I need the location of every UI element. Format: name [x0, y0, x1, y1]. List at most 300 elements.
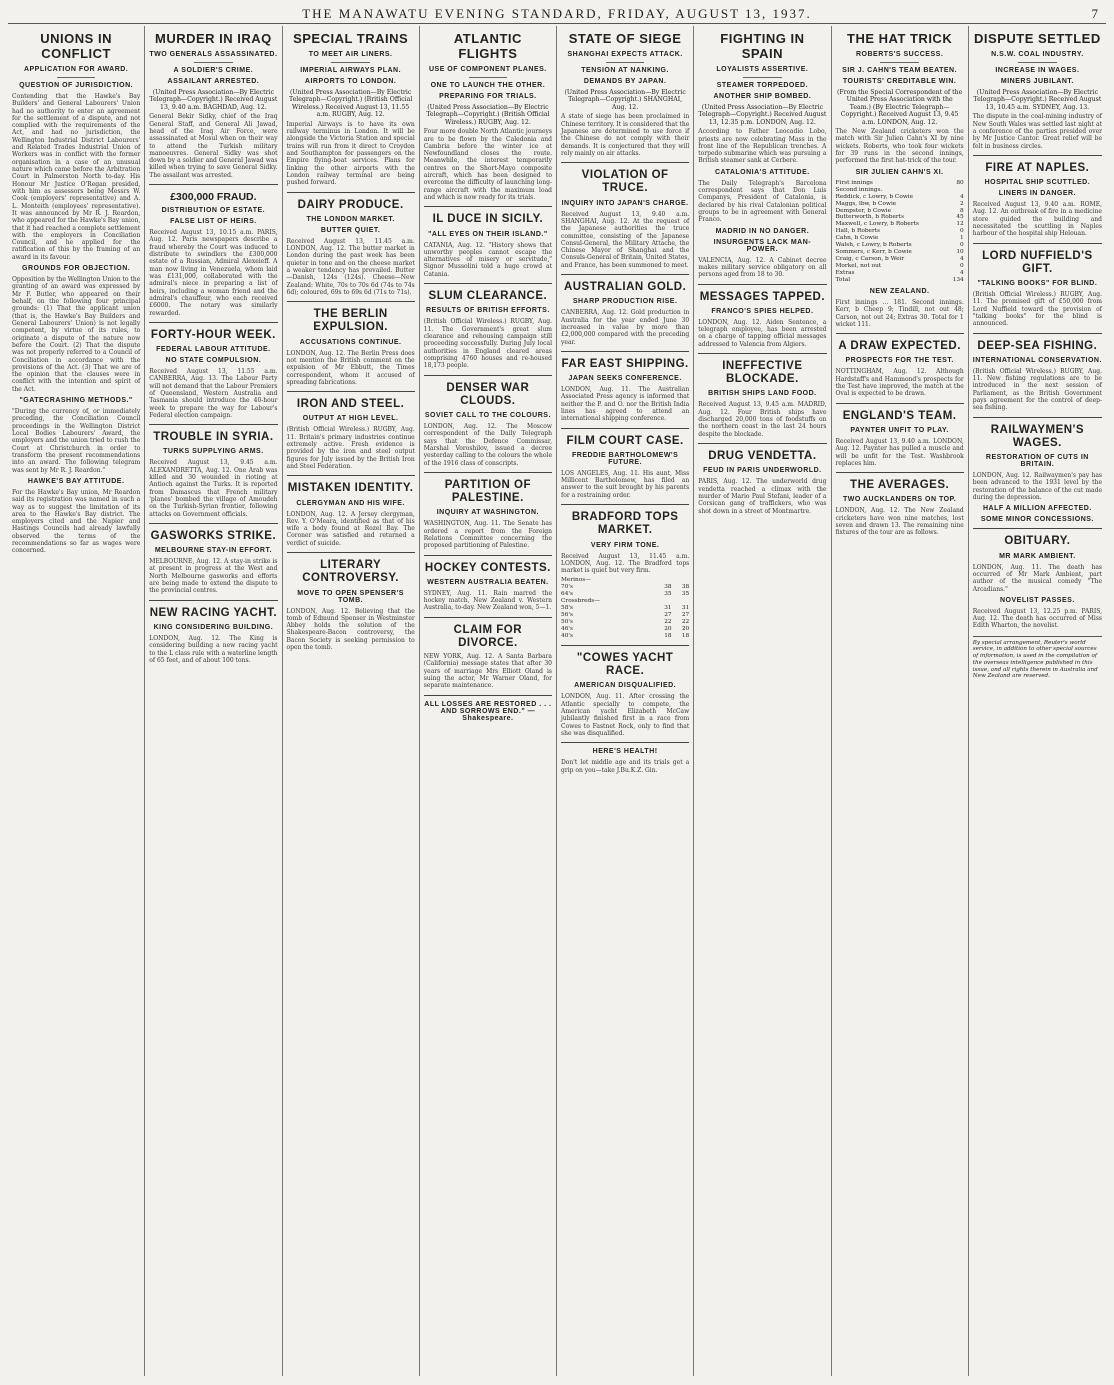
headline: MURDER IN IRAQ — [154, 31, 272, 46]
headline: SPECIAL TRAINS — [293, 31, 409, 46]
article-body: General Bekir Sidky, chief of the Iraq General Staff, and General Ali Jawad, head of the Iraq Air Force, were assassinated at Mosul when on their way to attend the Turkish military manoeuvres. General Sidky was shot down by a soldier and General Jawad was killed when trying to save General Sidky. The assailant was arrested. — [149, 113, 278, 179]
headline: £300,000 FRAUD. — [170, 191, 257, 204]
batsman-name: Sommers, c Kerr, b Cowie — [835, 249, 912, 256]
scorecard-table — [836, 180, 964, 284]
subheading: FRANCO'S SPIES HELPED. — [711, 307, 814, 315]
article-body: Received August 13, 9.45 a.m. ALEXANDRETTA, Aug. 12. One Arab was killed and 30 wounded in rioting at Antioch against the Turks. It is reported from Damascus that French military 'planes' bombed the village of Amoudeh on the Turkish-Syrian frontier, following attacks on Government officials. — [149, 459, 278, 518]
divider — [57, 77, 95, 78]
subheading: INQUIRY INTO JAPAN'S CHARGE. — [561, 199, 689, 207]
subheading: SIR J. CAHN'S TEAM BEATEN. — [842, 66, 958, 74]
headline: "COWES YACHT RACE. — [576, 652, 674, 678]
subheading: SOME MINOR CONCESSIONS. — [980, 516, 1094, 524]
separator — [836, 403, 964, 404]
article-body: LONDON, Aug. 12. The Berlin Press does not mention the British comment on the expulsion of Mr Ebbutt, the Times correspondent, whom it accused of spreading fabrications. — [286, 349, 415, 386]
subheading: THE LONDON MARKET. — [306, 215, 395, 223]
article-body: Received August 13, 9.45 a.m. MADRID, Aug. 12. Four British ships have discharged 20,000 tons of foodstuffs on the northern coast in the last 24 hours despite the blockade. — [698, 401, 827, 438]
subheading: LINERS IN DANGER. — [998, 190, 1077, 198]
table-cell: 35 — [681, 591, 690, 598]
subheading: FALSE LIST OF HEIRS. — [170, 218, 257, 226]
table-row — [836, 180, 964, 187]
table-cell — [672, 598, 690, 605]
separator — [698, 284, 826, 285]
separator — [424, 617, 552, 618]
table-row — [561, 619, 689, 626]
subheading: ANOTHER SHIP BOMBED. — [713, 92, 812, 100]
table-cell: 38 — [681, 584, 690, 591]
subheading: "TALKING BOOKS" FOR BLIND. — [977, 280, 1098, 288]
article-body: LONDON, Aug. 12. The New Zealand cricketers have won nine matches, lost seven and drawn 13. The remaining nine fixtures of the tour are as follows. — [835, 507, 964, 537]
subheading: TO MEET AIR LINERS. — [308, 50, 393, 58]
headline: MISTAKEN IDENTITY. — [287, 482, 414, 495]
column-fighting-spain — [694, 26, 831, 1376]
columns — [8, 26, 1106, 1376]
subheading: RESTORATION OF CUTS IN BRITAIN. — [985, 454, 1089, 469]
table-row — [836, 242, 964, 249]
subheading: TENSION AT NANKING. — [581, 66, 669, 74]
article-body: Imperial Airways is to have its own railway terminus in London. It will be alongside the Victoria Station and special trains will run from it direct to Croydon and Southampton for passengers on the Empire flying-boat services. Plans for linking the other airports with the London railway terminal are being pushed forward. — [286, 120, 415, 187]
table-row — [836, 249, 964, 256]
subheading: NO STATE COMPULSION. — [165, 357, 262, 365]
separator — [149, 523, 277, 524]
batsman-name: Morkel, not out — [835, 263, 882, 270]
separator — [287, 301, 415, 302]
article-body: First innings ... 181. Second innings. Kerr, b Cheep 9; Tindill, not out 48; Carson, not out 24; Extras 30. Total for 1 wicket 111. — [835, 298, 964, 328]
separator — [424, 555, 552, 556]
article-body: (British Official Wireless.) RUGBY, Aug. 11. Britain's primary industries continue extremely active. Fresh evidence is provided by the iron and steel output figures for July issued by the British Iron and Steel Federation. — [286, 426, 415, 470]
headline: RAILWAYMEN'S WAGES. — [990, 423, 1085, 449]
subheading: PROSPECTS FOR THE TEST. — [845, 357, 954, 365]
table-cell — [654, 577, 672, 584]
table-cell: 22 — [664, 619, 672, 626]
separator — [698, 443, 826, 444]
subheading: DISTRIBUTION OF ESTATE. — [161, 207, 266, 215]
divider — [606, 62, 644, 63]
headline: GASWORKS STRIKE. — [150, 529, 277, 542]
subheading: MR MARK AMBIENT. — [999, 552, 1076, 560]
separator — [561, 742, 689, 743]
subheading: BRITISH SHIPS LAND FOOD. — [708, 390, 817, 398]
dateline: (United Press Association—By Electric Telegraph—Copyright.) SHANGHAI, Aug. 12. — [564, 88, 686, 111]
batsman-name: Maxwell, c Lowry, b Roberts — [835, 221, 919, 228]
column-special-trains — [283, 26, 420, 1376]
advertisement-heading: ALL LOSSES ARE RESTORED . . . AND SORROWS END." —Shakespeare. — [424, 700, 552, 722]
article-body: Four more double North Atlantic journeys are to be flown by the Caledonia and Cambria before the winter ice at Newfoundland closes the route. Meanwhile, the interest temporarily centres on the Short-Mayo composite aircraft, which has been designed to overcome the difficulty of launching long-range aircraft with the maximum load and which is now ready for its trials. — [423, 128, 552, 201]
dateline: (United Press Association—By Electric Telegraph—Copyright.) Received August 13, 9.40 a.m. BAGHDAD, Aug. 12. — [149, 88, 278, 111]
runs — [949, 187, 964, 194]
table-row — [561, 626, 689, 633]
article-body: LONDON, Aug. 12. Railwaymen's pay has been advanced to the 1931 level by the restoration of the balance of the cut made during the depression. — [972, 472, 1102, 502]
table-cell: 40's — [561, 633, 573, 640]
runs: 2 — [960, 200, 964, 207]
separator — [424, 283, 552, 284]
headline: FAR EAST SHIPPING. — [561, 357, 689, 370]
headline: THE HAT TRICK — [847, 31, 953, 46]
separator — [973, 333, 1102, 334]
subheading: CLERGYMAN AND HIS WIFE. — [296, 499, 405, 507]
subheading: NOVELIST PASSES. — [999, 596, 1075, 604]
batsman-name: Extras — [835, 270, 855, 277]
article-body: Received August 13, 10.15 a.m. PARIS, Aug. 12. Paris newspapers describe a fraud whereby the Court was induced to distribute to swindlers the £300,000 estate of a Russian, Admiral Alexeieff. A man now living in Venezuela, whom laid was £131,000, collaborated with the admiral's niece in preparing a list of heirs, including a woman friend and the admiral's chauffeur, who each received £6000. The notary was similarly rewarded. — [149, 229, 278, 317]
table-cell: Crossbreds— — [561, 598, 601, 605]
separator — [836, 333, 964, 334]
runs: 134 — [952, 277, 964, 284]
table-cell: 35 — [664, 591, 672, 598]
subheading: MADRID IN NO DANGER. — [715, 227, 810, 235]
article-body: NOTTINGHAM, Aug. 12. Although Hardstaff's and Hammond's prospects for the Test have improved, the match at the Oval is expected to be drawn. — [835, 368, 964, 398]
runs: 12 — [956, 221, 964, 228]
headline: SLUM CLEARANCE. — [428, 290, 548, 303]
article-body: (British Official Wireless.) RUGBY, Aug. 11. The Government's great slum clearance and rehousing campaign still proceeding successfully. During July local authorities in England cleared areas comprising 4760 houses and re-housed 18,173 people. — [423, 318, 552, 370]
subheading: HALF A MILLION AFFECTED. — [982, 505, 1092, 513]
article-body: LONDON, Aug. 12. The Moscow correspondent of the Daily Telegraph says that the Defence Commissar, Marshal Voroshilov, issued a decree yesterday calling to the colours the whole of the 1916 class of conscripts. — [423, 422, 552, 467]
table-row — [561, 598, 689, 605]
headline: LITERARY CONTROVERSY. — [302, 559, 399, 585]
article-body: Received August 13, 11.45 a.m. LONDON, Aug. 12. The butter market in London during the past week has been quieter in tone and on the cheese market a weaker tendency has prevailed. Butter—Danish, 124s (124s). Cheese—New Zealand: White, 70s to 70s 6d (74s to 74s 6d); coloured, 69s to 69s 6d (71s to 71s). — [286, 237, 415, 296]
table-cell: 70's — [561, 584, 573, 591]
subheading: WESTERN AUSTRALIA BEATEN. — [427, 578, 549, 586]
batsman-name: Hall, b Roberts — [835, 228, 881, 235]
table-row — [561, 612, 689, 619]
runs: 80 — [956, 179, 964, 186]
masthead-rule — [8, 23, 1106, 24]
headline: BRADFORD TOPS MARKET. — [571, 511, 679, 537]
separator — [424, 206, 552, 207]
subheading: FEDERAL LABOUR ATTITUDE. — [156, 346, 271, 354]
runs: 4 — [960, 270, 964, 277]
separator — [836, 472, 964, 473]
subheading: HOSPITAL SHIP SCUTTLED. — [984, 179, 1091, 187]
article-body: Received August 13, 12.25 p.m. PARIS, Aug. 12. The death has occurred of Miss Edith Wharton, the novelist. — [972, 607, 1102, 630]
table-cell: 27 — [681, 612, 690, 619]
subheading: QUESTION OF JURISDICTION. — [19, 81, 134, 89]
subheading: TOURISTS' CREDITABLE WIN. — [842, 77, 957, 85]
article-body: SYDNEY, Aug. 11. Rain marred the hockey match, New Zealand v. Western Australia, to-day. New Zealand won, 5—1. — [423, 589, 552, 612]
divider — [1018, 62, 1057, 63]
separator — [424, 695, 552, 696]
separator — [973, 243, 1102, 244]
runs: 0 — [960, 228, 964, 235]
subheading: BUTTER QUIET. — [320, 226, 381, 234]
table-cell: 18 — [664, 633, 672, 640]
separator — [424, 375, 552, 376]
separator — [287, 391, 415, 392]
subheading: AIRPORTS TO LONDON. — [304, 77, 397, 85]
divider — [743, 77, 781, 78]
batsman-name: Craig, c Carson, b Weir — [835, 256, 905, 263]
subheading: TWO AUCKLANDERS ON TOP. — [842, 496, 957, 504]
table-cell: 27 — [664, 612, 672, 619]
table-cell: 31 — [681, 605, 690, 612]
dateline: (United Press Association—By Electric Telegraph—Copyright.) (British Official Wireless.) Received August 13, 11.55 a.m. RUGBY, Aug. 12. — [288, 88, 413, 119]
table-row — [561, 584, 689, 591]
dateline: (United Press Association—By Electric Telegraph—Copyright.) Received August 13, 10.45 a.m. SYDNEY, Aug. 13. — [973, 88, 1102, 111]
article-body: Received August 13, 11.55 a.m. CANBERRA, Aug. 13. The Labour Party will not demand that the Labour Premiers of Queensland, Western Australia and Tasmania should introduce the 40-hour week to prepare the way for Labour's Federal election campaign. — [149, 368, 278, 419]
subheading: RESULTS OF BRITISH EFFORTS. — [425, 307, 550, 315]
subheading: "GATECRASHING METHODS." — [19, 397, 133, 405]
runs: 0 — [960, 263, 964, 270]
article-body: The dispute in the coal-mining industry of New South Wales was settled last night at a conference of the parties presided over by Mr Justice Cantor. Great relief will be felt in business circles. — [972, 113, 1102, 150]
table-row — [836, 235, 964, 242]
batsman-name: Dempster, b Cowie — [835, 207, 892, 214]
separator — [149, 184, 277, 185]
advertisement-body: Don't let middle age and its trials get a grip on you—take J.Bu.K.Z. Gin. — [561, 759, 690, 774]
article-body: LONDON, Aug. 12. Aiden Sentence, a telegraph employee, has been arrested on a charge of tapping official messages addressed to Valencia from Algiers. — [698, 318, 827, 348]
runs: 0 — [960, 242, 964, 249]
batsman-name: Walsh, c Lowry, b Roberts — [835, 242, 912, 249]
table-cell: 20 — [681, 626, 690, 633]
article-body: CATANIA, Aug. 12. "History shows that unworthy peoples cannot escape the alternatives of misery or servitude," Signor Mussolini told a huge crowd at Catania. — [423, 241, 552, 278]
table-cell: 58's — [561, 605, 573, 612]
headline: THE AVERAGES. — [850, 479, 950, 492]
table-row — [836, 208, 964, 215]
article-body: VALENCIA, Aug. 12. A Cabinet decree makes military service obligatory on all persons aged from 18 to 30. — [698, 256, 827, 279]
article-body: MELBOURNE, Aug. 12. A stay-in strike is at present in progress at the West and North Melbourne gasworks and efforts are being made to extend the dispute to the provincial centres. — [149, 558, 278, 595]
dateline: (United Press Association—By Electric Telegraph—Copyright.) (British Official Wireless.) RUGBY, Aug. 12. — [426, 103, 550, 126]
separator — [149, 424, 277, 425]
subheading: INTERNATIONAL CONSERVATION. — [972, 356, 1102, 364]
copyright-notice: By special arrangement, Reuter's world service, in addition to other special sources of information, is used in the compilation of the overseas intelligence published in this issue, and all rights therein in Australia and New Zealand are reserved. — [973, 636, 1102, 680]
subheading: AMERICAN DISQUALIFIED. — [574, 682, 677, 690]
subheading: KING CONSIDERING BUILDING. — [153, 623, 274, 631]
subheading: INQUIRY AT WASHINGTON. — [436, 509, 539, 517]
subheading: SOVIET CALL TO THE COLOURS. — [424, 411, 551, 419]
separator — [149, 600, 277, 601]
article-body: A state of siege has been proclaimed in Chinese territory. It is considered that the Japanese are determined to use force if the Chinese do not comply with their demands. It is conjectured that they will rely mainly on air attacks. — [561, 113, 690, 157]
headline: ENGLAND'S TEAM. — [842, 409, 957, 422]
table-row — [836, 194, 964, 201]
batsman-name: Reddick, c Lowry, b Cowie — [835, 193, 914, 200]
headline: CLAIM FOR DIVORCE. — [453, 623, 523, 649]
table-row — [836, 228, 964, 235]
table-cell: 22 — [681, 619, 690, 626]
table-cell: 46's — [561, 626, 573, 633]
article-body: LONDON, Aug. 12. A Jersey clergyman, Rev. Y. O'Meara, identified as that of his wife a body found at Rozel Bay. The Coroner was satisfied and returned a verdict of suicide. — [286, 510, 415, 547]
article-body: LOS ANGELES, Aug. 11. His aunt, Miss Millicent Bartholomew, has filed an answer to the suit brought by his parents for a restraining order. — [561, 469, 690, 499]
page-number: 7 — [1091, 6, 1100, 21]
subheading: HAWKE'S BAY ATTITUDE. — [27, 477, 125, 485]
batsman-name: Cahn, b Cowie — [835, 235, 879, 242]
article-body: WASHINGTON, Aug. 11. The Senate has ordered a report from the Foreign Relations Committee concerning the proposed partitioning of Palestine. — [423, 520, 552, 550]
headline: HOCKEY CONTESTS. — [424, 561, 551, 574]
headline: TROUBLE IN SYRIA. — [153, 431, 274, 444]
column-dispute-settled — [969, 26, 1106, 1376]
headline: AUSTRALIAN GOLD. — [563, 281, 687, 294]
headline: DRUG VENDETTA. — [708, 450, 817, 463]
subheading: SHARP PRODUCTION RISE. — [572, 298, 678, 306]
subheading: LOYALISTS ASSERTIVE. — [716, 65, 809, 73]
headline: IL DUCE IN SICILY. — [432, 213, 544, 226]
batsman-name: Total — [835, 277, 851, 284]
headline: THE BERLIN EXPULSION. — [313, 308, 388, 334]
subheading: "ALL EYES ON THEIR ISLAND." — [428, 230, 548, 238]
article-body: (British Official Wireless.) RUGBY, Aug. 11. New fishing regulations are to be introduced in the next session of Parliament, as the British Government pays agreement for the control of deep-sea fishing. — [972, 367, 1102, 412]
runs: 8 — [960, 207, 964, 214]
headline: DENSER WAR CLOUDS. — [446, 381, 530, 407]
subheading: APPLICATION FOR AWARD. — [23, 65, 129, 73]
subheading: TWO GENERALS ASSASSINATED. — [149, 50, 278, 58]
article-body: For the Hawke's Bay union, Mr Reardon said its registration was named in such a way as to suggest the limitation of its area to the Hawke's Bay district. The employers cited and the Napier and Hastings Councils had already lawfully observed the terms of the recommendations so far as wages were concerned. — [12, 488, 141, 555]
subheading: MELBOURNE STAY-IN EFFORT. — [154, 547, 272, 555]
table-row — [836, 201, 964, 208]
separator — [149, 322, 277, 323]
divider — [331, 62, 369, 63]
subheading: MINERS JUBILANT. — [1000, 77, 1074, 85]
subheading: NEW ZEALAND. — [869, 287, 930, 295]
table-cell: Merinos— — [561, 577, 591, 584]
subheading: FEUD IN PARIS UNDERWORLD. — [703, 467, 822, 475]
column-hat-trick — [832, 26, 969, 1376]
column-unions — [8, 26, 145, 1376]
runs: 10 — [956, 249, 964, 256]
separator — [561, 504, 689, 505]
table-cell — [654, 598, 672, 605]
subheading: JAPAN SEEKS CONFERENCE. — [568, 375, 682, 383]
column-murder-iraq — [145, 26, 282, 1376]
table-cell: 64's — [561, 591, 573, 598]
headline: PARTITION OF PALESTINE. — [444, 478, 532, 505]
subheading: ASSAILANT ARRESTED. — [167, 77, 260, 85]
article-body: Received August 13, 9.40 a.m. ROME, Aug. 12. An outbreak of fire in a medicine store guided the building and necessitated the scuttling in Naples harbour of the hospital ship Helouan. — [972, 201, 1102, 238]
batsman-name: First innings — [835, 179, 873, 186]
subheading: A SOLDIER'S CRIME. — [173, 66, 254, 74]
table-row — [836, 214, 964, 221]
subheading: USE OF COMPONENT PLANES. — [428, 65, 547, 73]
table-row — [561, 577, 689, 584]
article-body: LONDON, Aug. 11. The death has occurred of Mr Mark Ambient, part author of the musical comedy "The Arcadians." — [972, 563, 1102, 593]
runs: 45 — [956, 214, 964, 221]
subheading: IMPERIAL AIRWAYS PLAN. — [300, 66, 402, 74]
advertisement-heading: HERE'S HEALTH! — [592, 748, 658, 756]
table-cell: 56's — [561, 612, 573, 619]
divider — [469, 77, 507, 78]
table-row — [561, 633, 689, 640]
article-body: According to Father Leocadio Lobo, priests are now celebrating Mass in the front line of the Republican trenches. A torpedo submarine which was pursuing a British steamer sank at Cerbere. — [698, 128, 827, 165]
table-row — [836, 187, 964, 194]
dateline: (United Press Association—By Electric Telegraph—Copyright.) Received August 13, 12.35 p.m. LONDON, Aug. 12. — [698, 103, 827, 126]
headline: INEFFECTIVE BLOCKADE. — [722, 360, 803, 386]
divider — [880, 62, 918, 63]
subheading: STEAMER TORPEDOED. — [716, 81, 809, 89]
separator — [973, 155, 1102, 156]
headline: DAIRY PRODUCE. — [297, 198, 404, 211]
runs: 4 — [960, 256, 964, 263]
article-body: LONDON, Aug. 11. After crossing the Atlantic specially to compete, the American yacht Elizabeth McCaw jubilantly finished first in a race from Cowes to Fastnet Rock, only to find that she was disqualified. — [561, 693, 690, 738]
article-body: The New Zealand cricketers won the match with Sir Julien Cahn's XI by nine wickets. Roberts, who took four wickets for 39 runs in the second innings, performed the first hat-trick of the tour. — [835, 128, 964, 165]
column-atlantic-flights — [420, 26, 557, 1376]
subheading: INSURGENTS LACK MAN-POWER. — [713, 238, 812, 253]
separator — [424, 472, 552, 473]
separator — [561, 351, 689, 352]
headline: LORD NUFFIELD'S GIFT. — [982, 249, 1093, 275]
subheading: CATALONIA'S ATTITUDE. — [715, 168, 810, 176]
table-cell: 31 — [664, 605, 672, 612]
runs: 1 — [960, 235, 964, 242]
article-body: PARIS, Aug. 12. The underworld drug vendetta reached a climax with the murder of Mario Paul Stefani, leader of a Corsican gang of traffickers, who was shot down in a street of Montmartre. — [698, 478, 827, 515]
article-body: "During the currency of, or immediately preceding, the Conciliation Council proceedings in the Wellington District Local Bodies Labourers' Award, the employers and the union tried to rush the Court at Christchurch in order to transform the present recommendations into an award. The following telegram was sent by Mr R. J. Reardon." — [12, 408, 141, 474]
headline: STATE OF SIEGE — [568, 31, 682, 46]
article-body: CANBERRA, Aug. 12. Gold production in Australia for the year ended June 30 increased in value by more than £2,000,000 compared with the preceding year. — [561, 309, 690, 346]
separator — [561, 428, 689, 429]
headline: UNIONS IN CONFLICT — [40, 31, 112, 61]
article-body: NEW YORK, Aug. 12. A Santa Barbara (California) message states that after 30 years of marriage Mrs Elliott Oland is suing the actor, Mr Warner Oland, for separate maintenance. — [423, 653, 552, 690]
dateline: (From the Special Correspondent of the United Press Association with the Team.) (By Electric Telegraph—Copyright.) Received August 13, 9.45 a.m. LONDON, Aug. 12. — [836, 88, 963, 126]
headline: FILM COURT CASE. — [566, 434, 684, 447]
separator — [973, 528, 1102, 529]
separator — [561, 162, 689, 163]
column-state-of-siege — [557, 26, 694, 1376]
headline: FIGHTING IN SPAIN — [720, 31, 805, 61]
table-row — [561, 591, 689, 598]
subheading: DEMANDS BY JAPAN. — [583, 77, 667, 85]
article-body: Received August 13, 9.40 a.m. SHANGHAI, Aug. 12. At the request of the Japanese authorities the truce committee, consisting of the Japanese Consul-General, the Military Attache, the Chinese Mayor of Shanghai and the Consuls-General of Britain, United States, and France, has been summoned to meet. — [561, 210, 690, 269]
batsman-name: Second innings. — [835, 186, 883, 193]
runs: 4 — [960, 193, 964, 200]
article-body: LONDON, Aug. 12. The King is considering building a new racing yacht to the L class rule with a waterline length of 65 feet, and of about 100 tons. — [149, 634, 278, 664]
separator — [561, 645, 689, 646]
subheading: VERY FIRM TONE. — [590, 541, 660, 549]
separator — [287, 475, 415, 476]
table-row — [836, 270, 964, 277]
table-cell: 38 — [664, 584, 672, 591]
article-body: (British Official Wireless.) RUGBY, Aug. 11. The promised gift of £50,000 from Lord Nuffield toward the provision of "talking books" for the blind is announced. — [972, 291, 1102, 328]
subheading: OUTPUT AT HIGH LEVEL. — [302, 415, 399, 423]
table-cell: 50's — [561, 619, 573, 626]
headline: FIRE AT NAPLES. — [985, 161, 1090, 174]
table-cell: 20 — [664, 626, 672, 633]
table-cell: 18 — [681, 633, 690, 640]
tops-price-table — [561, 577, 689, 640]
article-body: LONDON, Aug. 11. The Australian Associated Press agency is informed that neither the P. and O. nor the British India lines has agreed to attend an international shipping conference. — [561, 386, 690, 423]
separator — [973, 417, 1102, 418]
separator — [287, 552, 415, 553]
headline: FORTY-HOUR WEEK. — [150, 328, 276, 341]
divider — [194, 62, 232, 63]
article-body: LONDON, Aug. 12. Believing that the tomb of Edmund Spenser in Westminster Abbey holds the solution of the Shakespeare-Bacon controversy, the Bacon Society is seeking permission to open the tomb. — [286, 607, 415, 652]
article-body: Received August 13, 11.45 a.m. LONDON, Aug. 12. The Bradford tops market is quiet but very firm. — [561, 552, 690, 575]
headline: NEW RACING YACHT. — [149, 606, 278, 619]
headline: DEEP-SEA FISHING. — [977, 339, 1098, 352]
headline: A DRAW EXPECTED. — [838, 340, 961, 353]
article-body: Opposition by the Wellington Union to the granting of an award was expressed by Mr F. Butler, who appeared on their behalf, on the following four principal grounds: (1) That the applicant union (that is, the Hawke's Bay Builders and General Labourers' Union) is not legally competent, by virtue of its rules, to originate a dispute of the nature now before the Court. (2) That the dispute was not properly referred to a Council of Conciliation in accordance with the provisions of the Act. (3) That we are of the opinion that the clauses were in conflict with the intention and spirit of the Act. — [12, 276, 141, 393]
separator — [287, 192, 415, 193]
subheading: SIR JULIEN CAHN'S XI. — [855, 168, 944, 176]
masthead-title: THE MANAWATU EVENING STANDARD, FRIDAY, AUGUST 13, 1937. — [302, 6, 812, 21]
subheading: ACCUSATIONS CONTINUE. — [299, 338, 402, 346]
subheading: TURKS SUPPLYING ARMS. — [163, 448, 264, 456]
headline: ATLANTIC FLIGHTS — [453, 31, 522, 61]
headline: MESSAGES TAPPED. — [699, 290, 826, 303]
article-body: Contending that the Hawke's Bay Builders' and General Labourers' Union had no authority to enter an agreement for the settlement of a dispute, and not complied with the requirements of the Act, and had no jurisdiction, the Wellington Industrial District Labourers' and Related Trades Industrial Union of Workers was in conflict with the former organisation in a case of an unusual nature which came before the Arbitration Court in Palmerston North to-day. His Honour Mr Justice O'Regan presided, with him as assessors being Messrs W. Cook (employers' representative) and A. L. Monteith (employees' representative). It was announced by Mr R. J. Reardon, who appeared for the Hawke's Bay union, that it had reached a complete settlement with the employers in Conciliation Council, and he applied for the ratification of this by the framing of an award in its favour. — [12, 92, 141, 261]
separator — [561, 274, 689, 275]
table-cell — [672, 577, 690, 584]
article-body: Received August 13, 9.40 a.m. LONDON, Aug. 12. Paynter has pulled a muscle and will be unfit for the Test. Washbrook replaces him. — [835, 437, 964, 467]
headline: OBITUARY. — [1004, 535, 1071, 548]
subheading: ONE TO LAUNCH THE OTHER. — [430, 81, 546, 89]
subheading: GROUNDS FOR OBJECTION. — [22, 265, 131, 273]
subheading: ROBERTS'S SUCCESS. — [855, 50, 944, 58]
subheading: INCREASE IN WAGES. — [995, 66, 1080, 74]
masthead — [0, 4, 1114, 24]
table-row — [561, 605, 689, 612]
article-body: The Daily Telegraph's Barcelona correspondent says that Don Luis Companys, President of Catalonia, is declared by his rival Catalonian political groups to be in agreement with General Franco. — [698, 179, 827, 224]
batsman-name: Butterworth, b Roberts — [835, 214, 904, 221]
separator — [698, 353, 826, 354]
subheading: PREPARING FOR TRIALS. — [439, 92, 537, 100]
subheading: SHANGHAI EXPECTS ATTACK. — [567, 50, 683, 58]
table-row — [836, 263, 964, 270]
subheading: PAYNTER UNFIT TO PLAY. — [850, 426, 949, 434]
headline: IRON AND STEEL. — [296, 398, 405, 411]
